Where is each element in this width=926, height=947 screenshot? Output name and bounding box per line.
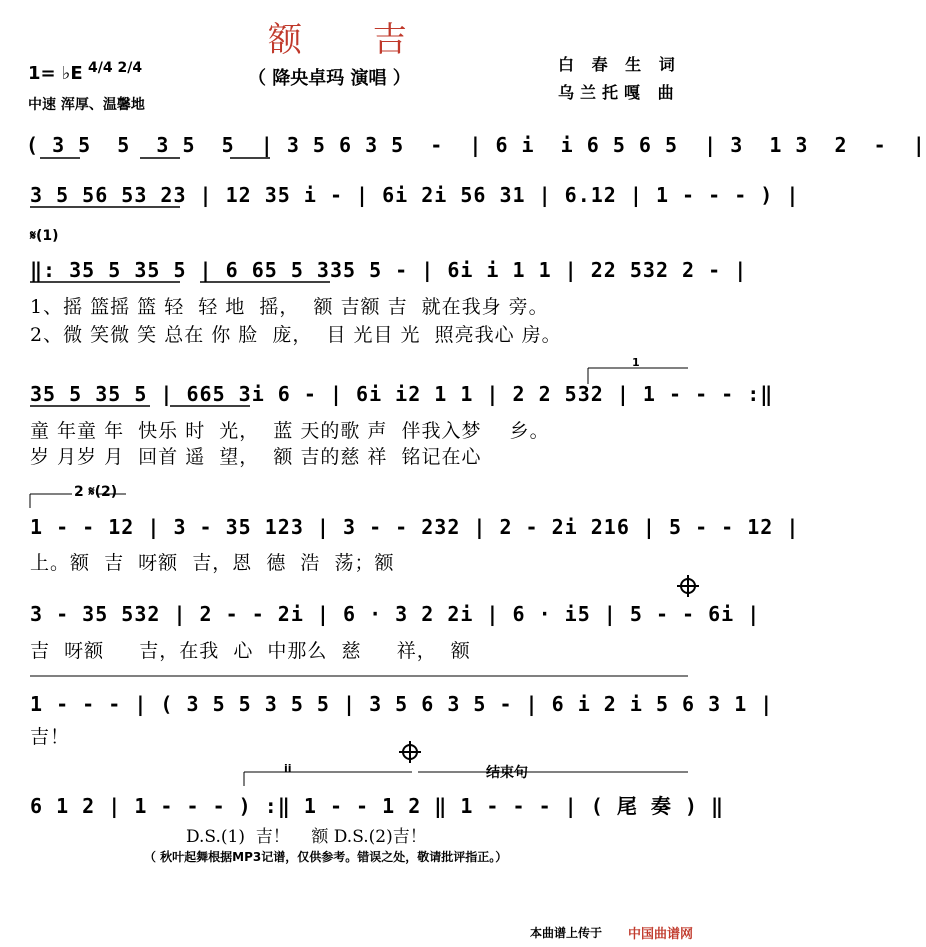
time-signature: 4/4 2/4 bbox=[88, 60, 143, 76]
score-line-8: 6 1 2 | 1 - - - ) :‖ 1 - - 1 2 ‖ 1 - - - | ( 尾 奏 ) ‖ bbox=[30, 794, 725, 818]
lyric-line-6: 吉 呀额 吉，在我 心 中那么 慈 祥， 额 bbox=[30, 640, 471, 662]
site-logo: 中国曲谱网 bbox=[628, 927, 694, 942]
score-line-1: ( 3 5 5 3 5 5 | 3 5 6 3 5 - | 6 i i 6 5 6 5 | 3 1 3 2 - | bbox=[26, 133, 926, 157]
score-line-5: 1 - - 12 | 3 - 35 123 | 3 - - 232 | 2 - 2i 216 | 5 - - 12 | bbox=[30, 515, 800, 539]
volta-1-label: 1 bbox=[632, 356, 640, 369]
score-line-2: 3 5 56 53 23 | 12 35 i - | 6i 2i 56 31 | 6.12 | 1 - - - ) | bbox=[30, 183, 800, 207]
key-signature: 1= ♭E bbox=[28, 63, 83, 84]
coda-ending-label: 结束句 bbox=[486, 765, 528, 781]
lyricist: 白 春 生 词 bbox=[558, 55, 681, 74]
score-line-6: 3 - 35 532 | 2 - - 2i | 6 · 3 2 2i | 6 · i5 | 5 - - 6i | bbox=[30, 602, 761, 626]
coda-icon bbox=[677, 575, 699, 597]
transcriber-note: （ 秋叶起舞根据MP3记谱，仅供参考。错误之处，敬请批评指正。） bbox=[144, 850, 508, 864]
score-line-7: 1 - - - | ( 3 5 5 3 5 5 | 3 5 6 3 5 - | 6 i 2 i 5 6 3 1 | bbox=[30, 692, 774, 716]
composer: 乌兰托嘎 曲 bbox=[558, 83, 680, 102]
underline-marks bbox=[30, 158, 330, 406]
score-line-4: 35 5 35 5 | 665 3i 6 - | 6i i2 1 1 | 2 2 532 | 1 - - - :‖ bbox=[30, 382, 774, 406]
lyric-line-3-verse-2: 2、微 笑微 笑 总在 你 脸 庞， 目 光目 光 照亮我心 房。 bbox=[30, 324, 562, 346]
segno-mark-1: 𝄋(1) bbox=[30, 228, 59, 244]
lyric-line-7: 吉！ bbox=[30, 726, 71, 748]
volta-ii-label: ii bbox=[284, 762, 292, 775]
lyric-line-4-verse-2: 岁 月岁 月 回首 遥 望， 额 吉的慈 祥 铭记在心 bbox=[30, 446, 482, 468]
coda-icon bbox=[399, 741, 421, 763]
performer: （ 降央卓玛 演唱 ） bbox=[248, 68, 411, 89]
upload-note: 本曲谱上传于 bbox=[530, 926, 603, 940]
volta-2-and-segno: 2 𝄋(2) bbox=[74, 484, 118, 500]
dal-segno-text: D.S.(1) 吉！ 额 D.S.(2)吉！ bbox=[186, 827, 427, 847]
song-title: 额 吉 bbox=[268, 20, 437, 60]
lyric-line-4-verse-1: 童 年童 年 快乐 时 光， 蓝 天的歌 声 伴我入梦 乡。 bbox=[30, 420, 550, 442]
tempo-marking: 中速 浑厚、温馨地 bbox=[28, 97, 145, 113]
lyric-line-3-verse-1: 1、摇 篮摇 篮 轻 轻 地 摇， 额 吉额 吉 就在我身 旁。 bbox=[30, 296, 549, 318]
lyric-line-5: 上。额 吉 呀额 吉，恩 德 浩 荡；额 bbox=[30, 552, 395, 574]
score-line-3: ‖: 35 5 35 5 | 6 65 5 335 5 - | 6i i 1 1 | 22 532 2 - | bbox=[30, 258, 748, 282]
